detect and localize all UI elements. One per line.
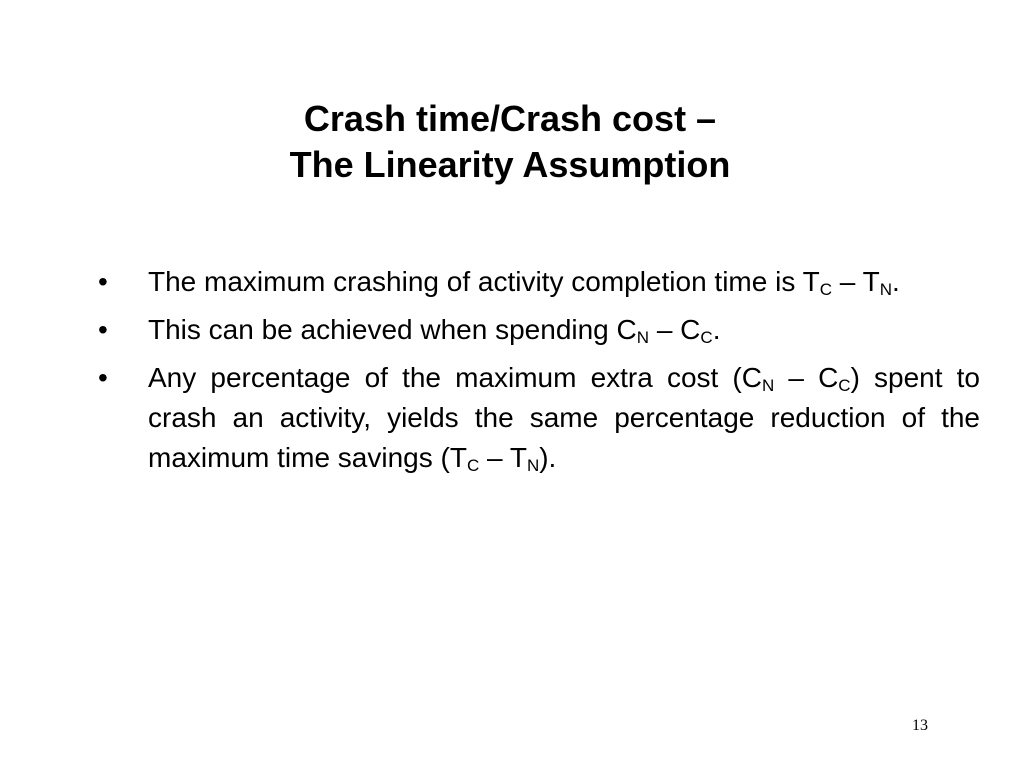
bullet-text-1	[148, 262, 980, 302]
bullet-1-sub-b: N	[879, 280, 892, 299]
bullet-text-2	[148, 310, 980, 350]
bullet-3-text-c: ) spent to crash an activity, yields the same percentage reduction of the maximum time savings (T	[148, 362, 980, 473]
bullet-item-2	[92, 310, 980, 350]
bullet-3-sub-d: N	[526, 456, 540, 475]
bullet-3-text-e: ).	[539, 442, 557, 473]
bullet-list	[92, 262, 980, 486]
title-line-2: The Linearity Assumption	[289, 144, 731, 185]
page-number: 13	[912, 717, 928, 734]
bullet-2-text-c: .	[712, 314, 721, 345]
bullet-1-text-c: .	[892, 266, 900, 297]
slide-title	[150, 96, 870, 188]
bullet-item-1	[92, 262, 980, 302]
bullet-1-text-a: The maximum crashing of activity completion time is T	[148, 266, 820, 297]
bullet-text-3	[148, 358, 980, 478]
bullet-icon: •	[98, 266, 108, 297]
bullet-3-text-b: – C	[774, 362, 839, 393]
bullet-3-sub-b: C	[838, 376, 851, 395]
bullet-icon: •	[98, 362, 108, 393]
bullet-1-text-b: – T	[831, 266, 880, 297]
bullet-2-text-b: – C	[649, 314, 701, 345]
bullet-2-text-a: This can be achieved when spending C	[148, 314, 637, 345]
bullet-icon: •	[98, 314, 108, 345]
bullet-3-sub-c: C	[466, 456, 480, 475]
bullet-2-sub-b: C	[700, 328, 713, 347]
bullet-2-sub-a: N	[636, 328, 650, 347]
bullet-3-text-a: Any percentage of the maximum extra cost (C	[148, 362, 762, 393]
bullet-3-sub-a: N	[761, 376, 775, 395]
bullet-3-text-d: – T	[479, 442, 527, 473]
title-line-1: Crash time/Crash cost –	[303, 98, 717, 139]
bullet-item-3	[92, 358, 980, 478]
bullet-1-sub-a: C	[819, 280, 832, 299]
